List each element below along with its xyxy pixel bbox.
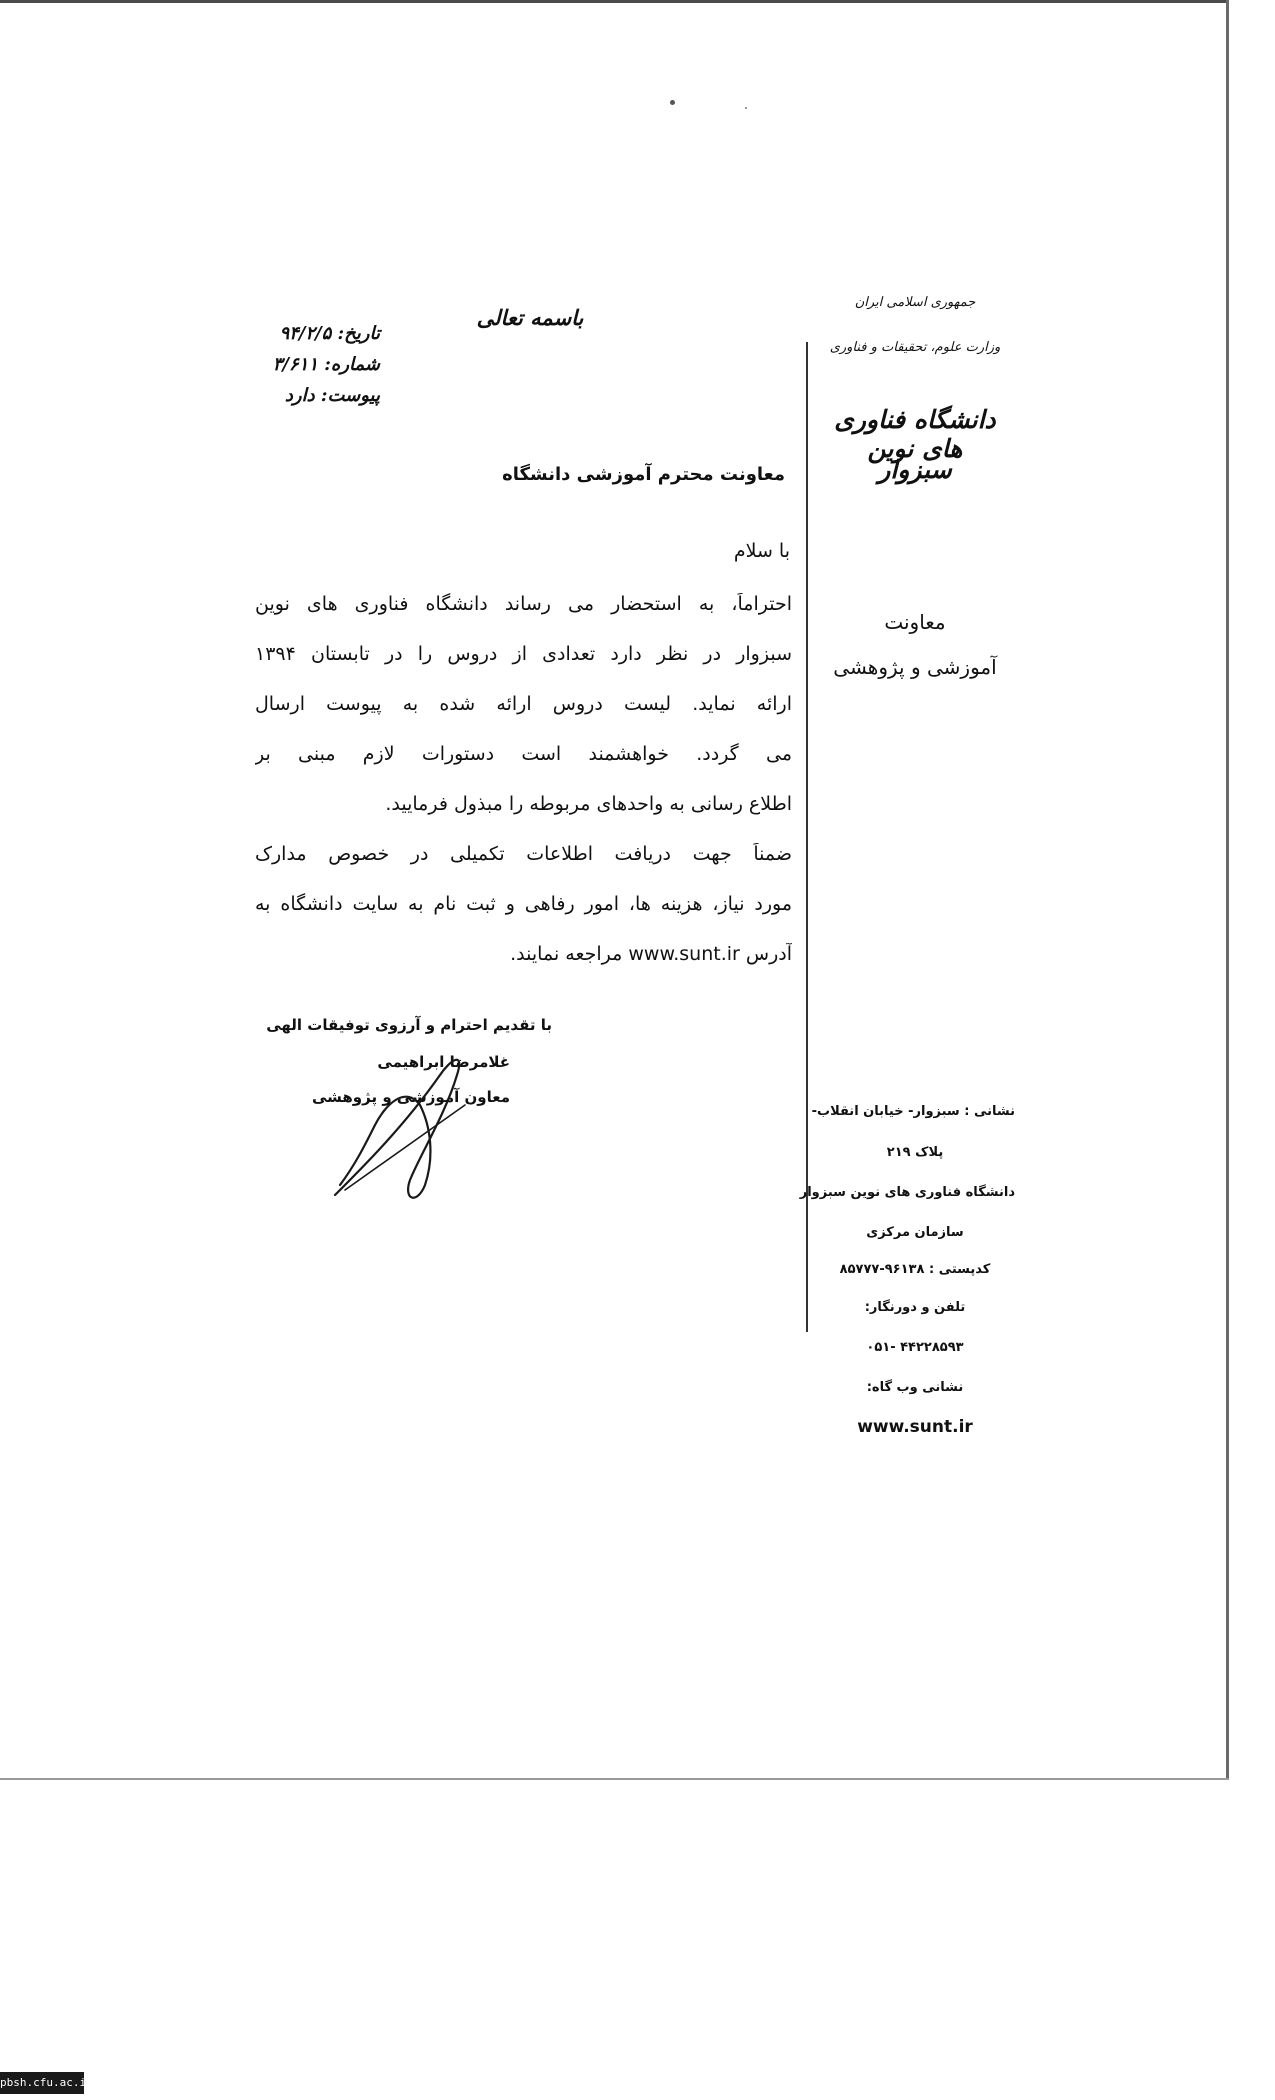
- contact-address-line3: دانشگاه فناوری های نوین سبزوار: [799, 1185, 1015, 1200]
- letter-body-line: احتراماً، به استحضار می رساند دانشگاه فناوری های نوین: [255, 593, 792, 615]
- university-city: سبزوار: [878, 455, 952, 484]
- contact-postal-code: کدپستی : ۹۶۱۳۸-۸۵۷۷۷: [839, 1262, 991, 1277]
- letter-closing: با تقدیم احترام و آرزوی توفیقات الهی: [266, 1016, 552, 1034]
- contact-website: www.sunt.ir: [857, 1417, 973, 1437]
- contact-address-line4: سازمان مرکزی: [866, 1225, 964, 1240]
- letter-body-line: ضمناً جهت دریافت اطلاعات تکمیلی در خصوص مدارک: [255, 843, 792, 865]
- letter-body-line: آدرس www.sunt.ir مراجعه نمایند.: [510, 943, 792, 965]
- signer-title: معاون آموزشی و پژوهشی: [311, 1088, 510, 1106]
- attachment-line: پیوست: دارد: [284, 385, 380, 406]
- letter-body-line: سبزوار در نظر دارد تعدادی از دروس را در تابستان ۱۳۹۴: [255, 643, 792, 665]
- letter-body-line: مورد نیاز، هزینه ها، امور رفاهی و ثبت نام به سایت دانشگاه به: [255, 893, 792, 915]
- contact-phone-label: تلفن و دورنگار:: [864, 1300, 966, 1315]
- sidebar-divider: [806, 342, 808, 1332]
- page-bottom-edge: [0, 1778, 1229, 1780]
- number-line: شماره: ۳/۶۱۱: [272, 354, 380, 375]
- letter-recipient: معاونت محترم آموزشی دانشگاه: [502, 464, 785, 485]
- contact-address-line2: پلاک ۲۱۹: [886, 1145, 944, 1160]
- source-watermark: pbsh.cfu.ac.ir: [0, 2072, 84, 2094]
- republic-label: جمهوری اسلامی ایران: [854, 295, 976, 310]
- date-line: تاریخ: ۹۴/۲/۵: [279, 323, 380, 344]
- contact-website-label: نشانی وب گاه:: [866, 1380, 964, 1395]
- basmala-heading: باسمه تعالی: [476, 305, 584, 330]
- contact-phone: ۰۵۱- ۴۴۲۲۸۵۹۳: [866, 1340, 964, 1355]
- university-name: دانشگاه فناوری های نوین: [834, 405, 996, 463]
- letter-body-line: اطلاع رسانی به واحدهای مربوطه را مبذول فرمایید.: [385, 793, 792, 815]
- handwritten-signature: [325, 1045, 475, 1205]
- letter-body-line: ارائه نماید. لیست دروس ارائه شده به پیوست ارسال: [255, 693, 792, 715]
- ministry-label: وزارت علوم، تحقیقات و فناوری: [829, 340, 1001, 355]
- page-right-edge: [1226, 0, 1229, 1780]
- department-label: معاونت: [884, 610, 946, 634]
- signer-name: غلامرضا ابراهیمی: [377, 1053, 510, 1071]
- department-name: آموزشی و پژوهشی: [833, 655, 997, 679]
- contact-address-line1: نشانی : سبزوار- خیابان انقلاب-: [811, 1104, 1015, 1119]
- scan-speck: [670, 100, 675, 105]
- letter-greeting: با سلام: [733, 540, 790, 562]
- reference-block: [255, 318, 380, 411]
- letter-body-line: می گردد. خواهشمند است دستورات لازم مبنی بر: [255, 743, 792, 765]
- scan-speck-small: [745, 107, 747, 109]
- page-top-edge: [0, 0, 1228, 3]
